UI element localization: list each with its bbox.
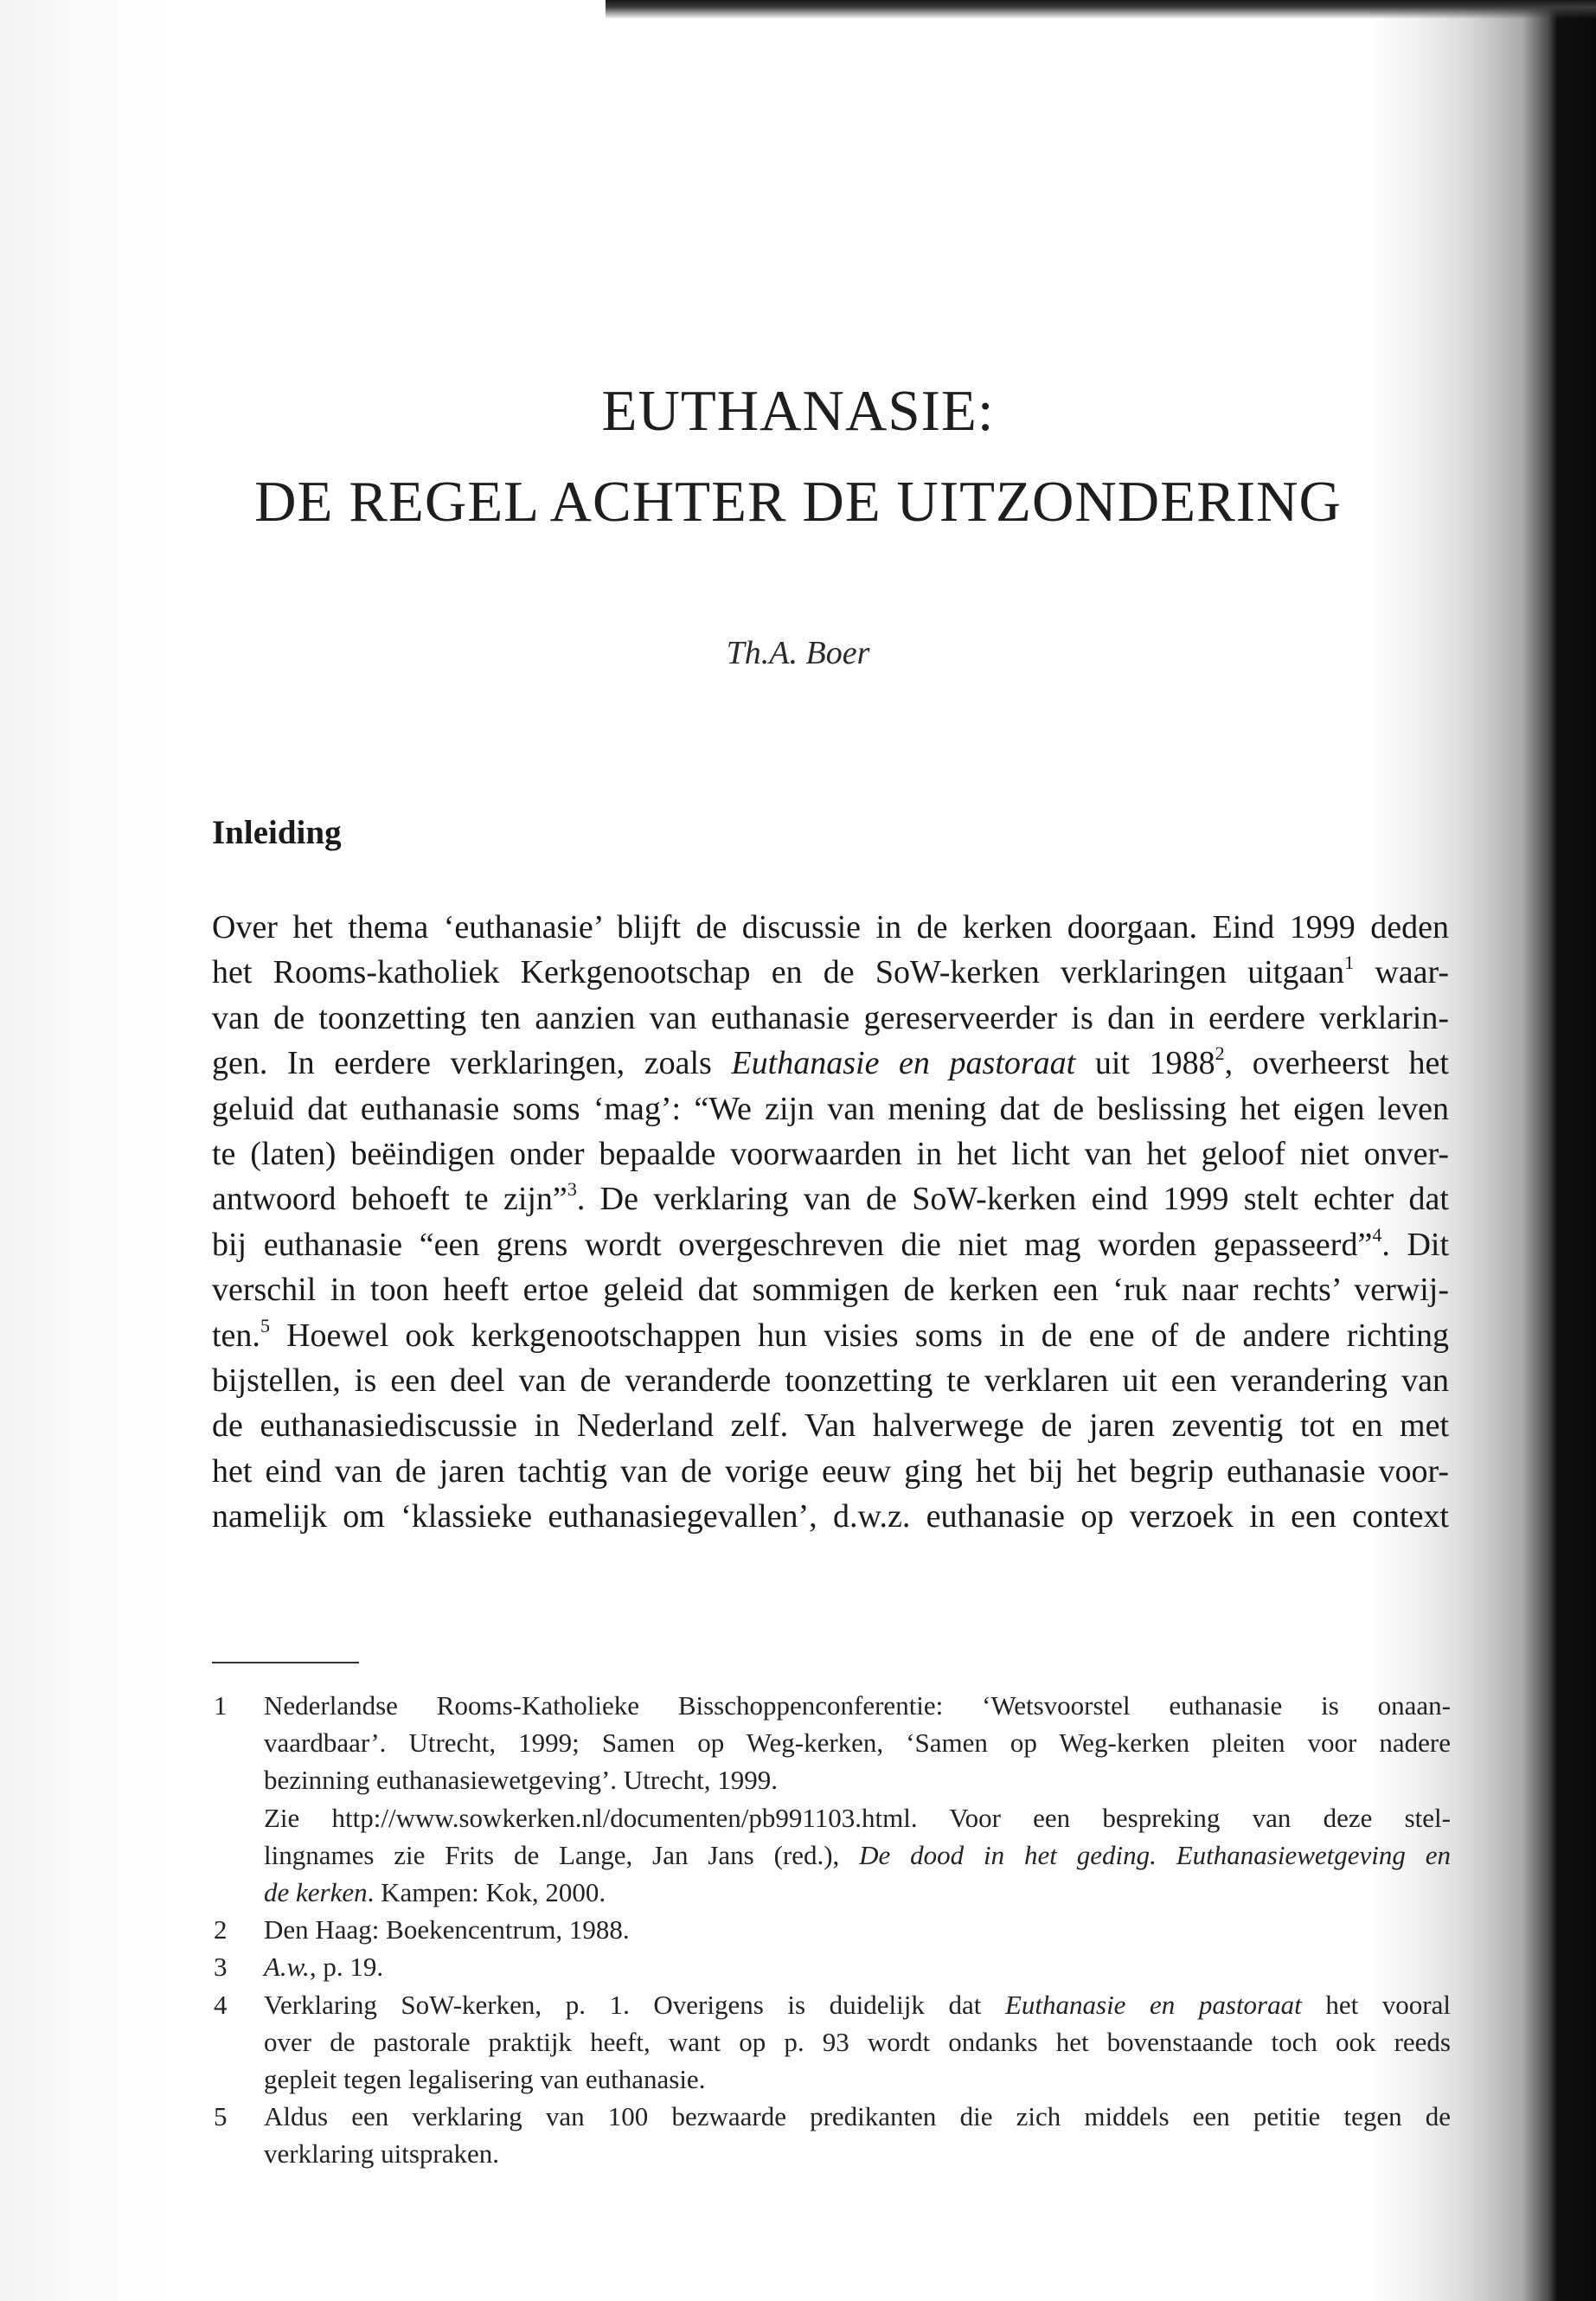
footnote-number: 5	[214, 2101, 228, 2132]
footnote-italic-title: de kerken	[264, 1877, 368, 1908]
footnote-line: Nederlandse Rooms-Katholieke Bisschoppenconferentie: ‘Wetsvoorstel euthanasie is onaan-	[264, 1690, 1451, 1721]
footnote-text-run: Verklaring SoW-kerken, p. 1. Overigens is duidelijk dat	[264, 1989, 1005, 2020]
page-edge-shadow	[606, 0, 1596, 19]
footnote-line	[264, 1836, 1451, 1874]
footnote-line	[264, 1799, 1451, 1836]
footnote-3	[212, 1948, 1451, 1985]
body-line	[212, 1086, 1449, 1131]
body-text-run: het eind van de jaren tachtig van de vorige eeuw ging het bij het begrip euthanasie voor-	[212, 1452, 1449, 1490]
footnote-line: bezinning euthanasiewetgeving’. Utrecht, 1999.	[264, 1765, 778, 1796]
body-line	[212, 1041, 1449, 1086]
body-text-run: namelijk om ‘klassieke euthanasiegevallen’, d.w.z. euthanasie op verzoek in een context	[212, 1498, 1449, 1535]
footnote-line	[264, 1948, 1451, 1985]
body-line	[212, 996, 1449, 1041]
footnote-5	[212, 2098, 1451, 2172]
footnote-number: 1	[214, 1690, 228, 1721]
body-line	[212, 1449, 1449, 1494]
body-text-run: . De verklaring van de SoW-kerken eind 1999 stelt echter dat	[576, 1181, 1449, 1218]
footnote-line	[264, 1874, 1451, 1911]
body-line	[212, 1267, 1449, 1312]
body-line	[212, 1358, 1449, 1403]
body-text-run: bij euthanasie “een grens wordt overgeschreven die niet mag worden gepasseerd”	[212, 1226, 1373, 1263]
body-italic-title: Euthanasie en pastoraat	[731, 1045, 1076, 1082]
footnote-text-run: , p. 19.	[309, 1952, 384, 1983]
footnote-line	[264, 1986, 1451, 2023]
author-name: Th.A. Boer	[726, 635, 870, 671]
body-line	[212, 950, 1449, 995]
footnote-line: Aldus een verklaring van 100 bezwaarde predikanten die zich middels een petitie tegen de	[264, 2101, 1451, 2132]
body-line	[212, 1403, 1449, 1448]
footnote-number: 3	[214, 1952, 228, 1983]
body-text-run: Over het thema ‘euthanasie’ blijft de discussie in de kerken doorgaan. Eind 1999 deden	[212, 909, 1449, 945]
footnote-2	[212, 1911, 1451, 1948]
footnote-number: 4	[214, 1989, 228, 2020]
footnotes	[212, 1687, 1451, 2173]
footnote-ref-5[interactable]: 5	[260, 1314, 270, 1336]
footnote-number: 2	[214, 1914, 228, 1945]
footnote-4	[212, 1986, 1451, 2099]
footnote-url-text: Zie http://www.sowkerken.nl/documenten/pb991103.html. Voor een bespreking van deze stel-	[264, 1802, 1451, 1833]
body-line	[212, 1131, 1449, 1176]
body-text-run: antwoord behoeft te zijn”	[212, 1181, 567, 1218]
body-text-run: bijstellen, is een deel van de veranderde toonzetting te verklaren uit een verandering van	[212, 1362, 1449, 1400]
body-text-run: verschil in toon heeft ertoe geleid dat sommigen de kerken een ‘ruk naar rechts’ verwij-	[212, 1272, 1449, 1309]
section-heading: Inleiding	[212, 814, 342, 851]
footnote-ref-2[interactable]: 2	[1215, 1042, 1225, 1065]
body-text-run: de euthanasiediscussie in Nederland zelf. Van halverwege de jaren zeventig tot en met	[212, 1407, 1449, 1445]
body-paragraph	[212, 905, 1449, 1540]
body-line	[212, 905, 1449, 950]
footnote-line: vaardbaar’. Utrecht, 1999; Samen op Weg-kerken, ‘Samen op Weg-kerken pleiten voor nadere	[264, 1727, 1451, 1759]
body-text-run: te (laten) beëindigen onder bepaalde voorwaarden in het licht van het geloof niet onver-	[212, 1136, 1449, 1173]
article-title-line-1: EUTHANASIE:	[601, 379, 995, 443]
body-text-run: Hoewel ook kerkgenootschappen hun visies soms in de ene of de andere richting	[269, 1317, 1449, 1354]
footnote-italic-title: Euthanasie en pastoraat	[1004, 1989, 1302, 2020]
footnote-separator	[212, 1662, 359, 1663]
body-text-run: gen. In eerdere verklaringen, zoals	[212, 1045, 732, 1082]
footnote-ref-3[interactable]: 3	[567, 1178, 577, 1201]
body-text-run: geluid dat euthanasie soms ‘mag’: “We zijn van mening dat de beslissing het eigen leven	[212, 1090, 1449, 1127]
footnote-line: verklaring uitspraken.	[264, 2138, 500, 2170]
footnote-line: Den Haag: Boekencentrum, 1988.	[264, 1914, 630, 1945]
footnote-line: over de pastorale praktijk heeft, want op p. 93 wordt ondanks het bovenstaande toch ook reeds	[264, 2026, 1451, 2057]
body-text-run: . Dit	[1381, 1226, 1450, 1263]
body-line	[212, 1494, 1449, 1539]
body-text-run: waar-	[1354, 954, 1449, 991]
article-title-line-2: DE REGEL ACHTER DE UITZONDERING	[254, 470, 1342, 534]
footnote-ref-4[interactable]: 4	[1372, 1223, 1382, 1246]
footnote-1	[212, 1687, 1451, 1911]
footnote-text-run: . Kampen: Kok, 2000.	[367, 1877, 606, 1908]
footnote-line: gepleit tegen legalisering van euthanasie.	[264, 2064, 706, 2095]
body-text-run: ten.	[212, 1317, 260, 1354]
body-text-run: , overheerst het	[1224, 1045, 1449, 1082]
footnote-ref-1[interactable]: 1	[1344, 952, 1355, 974]
footnote-text-run: het vooral	[1301, 1989, 1451, 2020]
body-line	[212, 1222, 1449, 1267]
footnote-italic-title: De dood in het geding. Euthanasiewetgeving en	[859, 1839, 1451, 1870]
body-text-run: van de toonzetting ten aanzien van euthanasie gereserveerder is dan in eerdere verklarin-	[212, 999, 1449, 1036]
footnote-text-run: lingnames zie Frits de Lange, Jan Jans (red.),	[264, 1839, 860, 1870]
body-line	[212, 1176, 1449, 1221]
body-text-run: uit 1988	[1075, 1045, 1215, 1082]
footnote-italic-abbrev: A.w.	[264, 1952, 310, 1983]
body-text-run: het Rooms-katholiek Kerkgenootschap en de SoW-kerken verklaringen uitgaan	[212, 954, 1345, 991]
body-line	[212, 1313, 1449, 1358]
